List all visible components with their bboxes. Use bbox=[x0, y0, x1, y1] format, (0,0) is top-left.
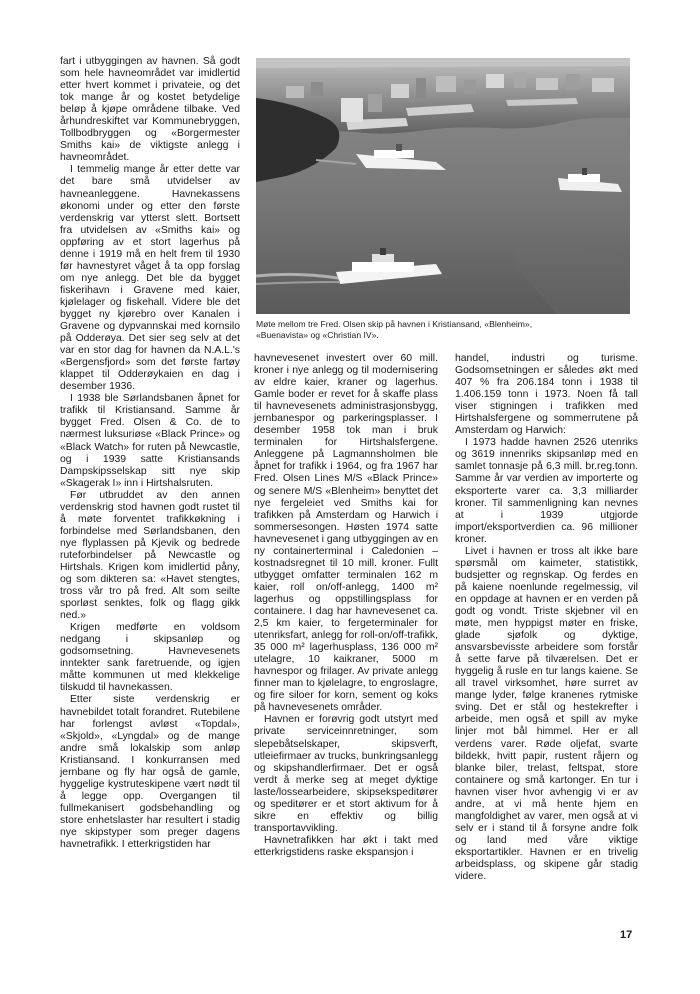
photo-caption bbox=[256, 319, 636, 340]
left-text-column bbox=[60, 56, 240, 851]
harbor-photo bbox=[256, 58, 630, 314]
paragraph: I temmelig mange år etter dette var det bare små utvidelser av havneanleggene. Havnekassens økonomi under og etter den første verdenskrig var ytterst slett. Bortsett fra utvidelsen av «Smiths kai» og oppføring av et stort lagerhus på denne i 1919 må en helt frem til 1930 før havnestyret våget å ta opp forslag om nye anlegg. Det ble da bygget fiskerihavn i Gravene med kaier, kjølelager og fiskehall. Videre ble det bygget ny kjørebro over Kanalen i Gravene og dypvannskai med kornsilo på Odderøya. Det sier seg selv at det var en stor dag for havnen da N.A.L.'s «Bergensfjord» som det første fartøy klappet til Odderøykaien en dag i desember 1936. bbox=[60, 164, 240, 393]
page-number: 17 bbox=[620, 929, 633, 941]
middle-text-column bbox=[254, 353, 438, 859]
paragraph: Havnetrafikken har økt i takt med etterkrigstidens raske ekspansjon i bbox=[254, 834, 438, 858]
paragraph: fart i utbyggingen av havnen. Så godt som hele havneområdet var imidlertid etter hvert kommet i privateie, og det tok mange år og kostet betydelige beløp å kjøpe områdene tilbake. Ved århundreskiftet var Kommunebryggen, Tollbodbryggen og «Borgermester Smiths kai» de viktigste anlegg i havneområdet. bbox=[60, 56, 240, 164]
paragraph: Krigen medførte en voldsom nedgang i skipsanløp og godsomsetning. Havnevesenets inntekter sank faretruende, og igjen måtte kommunen ut med klekkelige tilskudd til havnekassen. bbox=[60, 622, 240, 694]
paragraph: havnevesenet investert over 60 mill. kroner i nye anlegg og til modernisering av eldre kaier, kraner og lagerhus. Gamle boder er revet for å skaffe plass til havnevesenets administrasjonsbygg, jernbanespor og parkeringsplasser. I desember 1958 tok man i bruk terminalen for Hirtshalsfergene. Anleggene på Lagmannsholmen ble åpnet for trafikk i 1964, og fra 1967 har Fred. Olsen Lines M/S «Black Prince» og senere M/S «Blenheim» benyttet det nye fergeleiet ved Smiths kai for trafikken på Amsterdam og Harwich i sommersesongen. Høsten 1974 satte havnevesenet i gang utbyggingen av en ny containerterminal i Caledonien – kostnadsregnet til 10 mill. kroner. Fullt utbygget omfatter terminalen 162 m kaier, roll on/off-anlegg, 1400 m² lagerhus og oppstillingsplass for containere. I dag har havnevesenet ca. 2,5 km kaier, to fergeterminaler for utenriksfart, anlegg for roll-on/off-trafikk, 35 000 m² lagerhusplass, 136 000 m² utelagre, 10 kaikraner, 5000 m havnespor og frilager. Av private anlegg finner man to kjølelagre, to engroslagre, og fire siloer for korn, sement og koks på havnevesenets områder. bbox=[254, 353, 438, 714]
paragraph: I 1973 hadde havnen 2526 utenriks og 3619 innenriks skipsanløp med en samlet tonnasje på 6,3 mill. br.reg.tonn. Samme år var verdien av importerte og eksporterte varer ca. 3,3 milliarder kroner. Til sammenligning kan nevnes at i 1939 utgjorde import/eksportverdien ca. 96 millioner kroner. bbox=[455, 437, 638, 545]
paragraph: handel, industri og turisme. Godsomsetningen er således økt med 407 % fra 206.184 tonn i 1938 til 1.406.159 tonn i 1973. Noen få tall viser stigningen i trafikken med Hirtshalsfergene og sommerrutene på Amsterdam og Harwich: bbox=[455, 353, 638, 437]
paragraph: Etter siste verdenskrig er havnebildet totalt forandret. Rutebilene har forlengst avløst «Topdal», «Skjold», «Lyngdal» og de mange andre små lokalskip som anløp Kristiansand. I konkurransen med jernbane og fly har også de gamle, hyggelige kystruteskipene vært nødt til å legge opp. Overgangen til fullmekanisert godsbehandling og store enhetslaster har resultert i stadig nye skipstyper som preger dagens havnetrafikk. I etterkrigstiden har bbox=[60, 694, 240, 851]
paragraph: Før utbruddet av den annen verdenskrig stod havnen godt rustet til å møte forventet trafikkøkning i forbindelse med Sørlandsbanen, den nye flyplassen på Kjevik og bedrede ruteforbindelser på Newcastle og Hirtshals. Krigen kom imidlertid påny, og som dikteren sa: «Havet stengtes, tross vår tro på fred. Alt som seilte sporløst senktes, folk og flagg gikk ned.» bbox=[60, 489, 240, 622]
caption-line: Møte mellom tre Fred. Olsen skip på havnen i Kristiansand, «Blenheim», bbox=[256, 319, 533, 329]
right-text-column bbox=[455, 353, 638, 883]
paragraph: Livet i havnen er tross alt ikke bare spørsmål om kaimeter, statistikk, budsjetter og regnskap. Og ferdes en på kaiene noenlunde regelmessig, vil en oppdage at havnen er en verden på godt og vondt. Triste skjebner vil en møte, men hyppigst møter en friske, glade sjøfolk og dyktige, ansvarsbevisste arbeidere som forstår å sette farve på tilværelsen. Det er hyggelig å rusle en tur langs kaiene. Se all travel virksomhet, høre surret av mange lyder, følge kranenes rytmiske sving. Det er stål og hestekrefter i arbeide, men også et spill av myke linjer mot bål himmel. Her er all verdens varer. Røde oljefat, svarte bildekk, hvitt papir, rustent råjern og blanke biler, trelast, feltspat, store containere og små kartonger. En tur i havnen viser hvor avhengig vi er av andre, at vi må hente hjem en mangfoldighet av varer, men også at vi selv er i stand til å forsyne andre folk og land med våre viktige eksportartikler. Havnen er en trivelig arbeidsplass, og skipene går stadig videre. bbox=[455, 545, 638, 883]
paragraph: I 1938 ble Sørlandsbanen åpnet for trafikk til Kristiansand. Samme år bygget Fred. Olsen & Co. de to nærmest luksuriøse «Black Prince» og «Black Watch» for ruten på Newcastle, og i 1939 satte Kristiansands Dampskipsselskap sitt nye skip «Skagerak I» inn i Hirtshalsruten. bbox=[60, 393, 240, 489]
paragraph: Havnen er forøvrig godt utstyrt med private serviceinnretninger, som slepebåtselskaper, skipsverft, utleiefirmaer av trucks, bunkringsanlegg og skipshandlerfirmaer. Det er også verdt å merke seg at meget dyktige laste/lossearbeidere, skipsekspeditører og speditører er et stort aktivum for å sikre en effektiv og billig transportavvikling. bbox=[254, 714, 438, 834]
caption-line: «Buenavista» og «Christian IV». bbox=[256, 329, 379, 340]
